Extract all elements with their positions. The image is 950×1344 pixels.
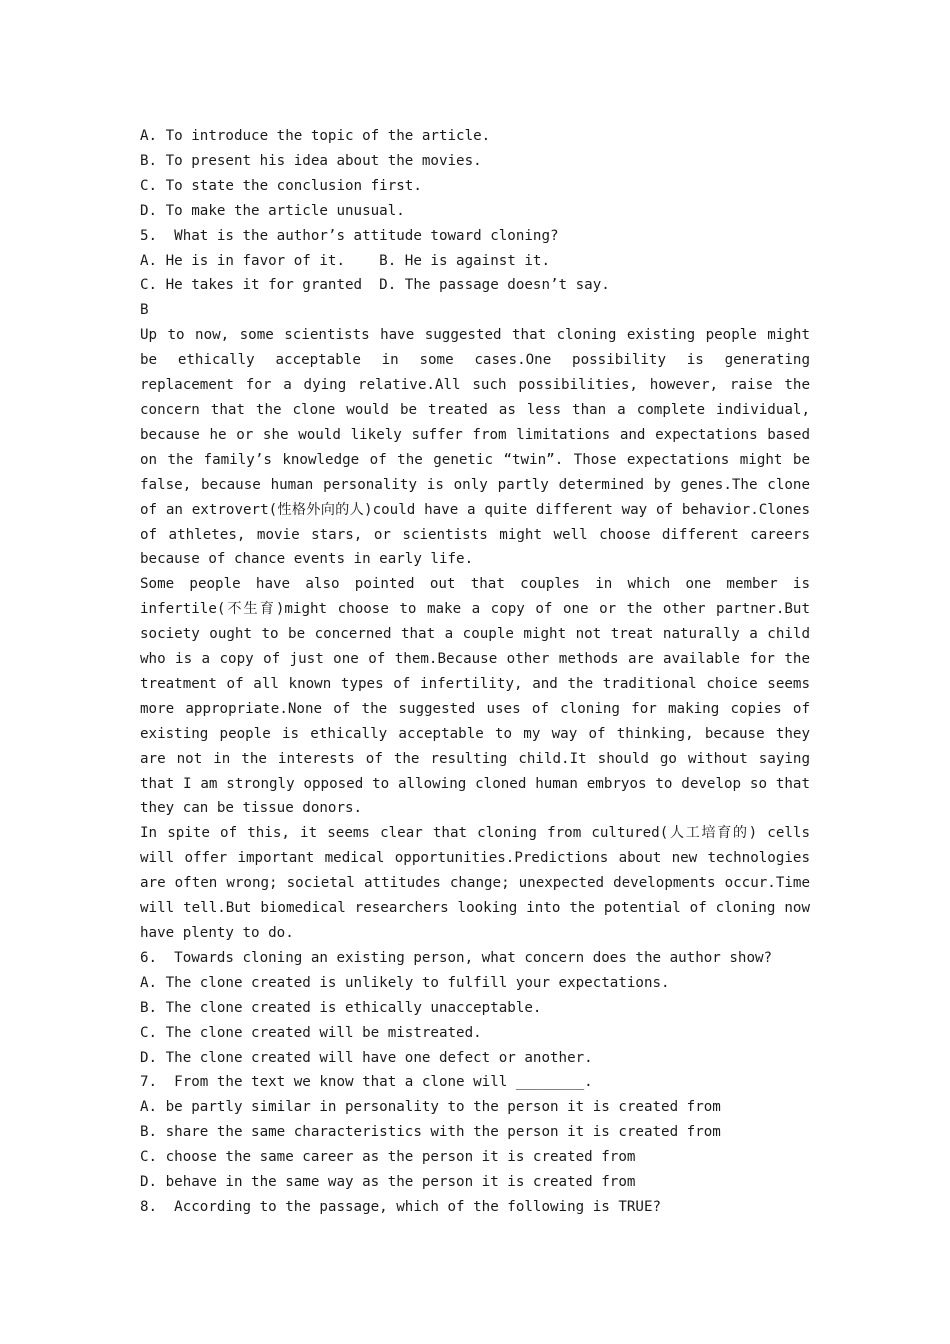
q6-option-d: D. The clone created will have one defect or another. bbox=[140, 1049, 593, 1066]
q7-option-c: C. choose the same career as the person it is created from bbox=[140, 1149, 636, 1166]
q6-question: 6. Towards cloning an existing person, what concern does the author show? bbox=[140, 949, 773, 966]
q7-option-b: B. share the same characteristics with the person it is created from bbox=[140, 1124, 721, 1141]
q7-option-d: D. behave in the same way as the person it is created from bbox=[140, 1174, 636, 1191]
q7-question: 7. From the text we know that a clone will ________. bbox=[140, 1074, 593, 1091]
q5-options-row2: C. He takes it for granted D. The passage doesn’t say. bbox=[140, 277, 610, 294]
q6-option-c: C. The clone created will be mistreated. bbox=[140, 1024, 482, 1041]
q4-option-a: A. To introduce the topic of the article. bbox=[140, 128, 491, 144]
q6-option-a: A. The clone created is unlikely to fulfill your expectations. bbox=[140, 974, 670, 991]
passage-paragraph-3: In spite of this, it seems clear that cloning from cultured(人工培育的) cells will offer important medical opportunities.Predictions about new technologies are often wrong; societal attitudes change; unexpected developments occur.Time will tell.But biomedical researchers looking into the potential of cloning now have plenty to do. bbox=[140, 825, 810, 941]
q8-question: 8. According to the passage, which of the following is TRUE? bbox=[140, 1198, 662, 1215]
q5-question: 5. What is the author’s attitude toward cloning? bbox=[140, 227, 559, 244]
q4-option-d: D. To make the article unusual. bbox=[140, 202, 405, 219]
q4-option-b: B. To present his idea about the movies. bbox=[140, 152, 482, 169]
section-label: B bbox=[140, 302, 149, 319]
passage-paragraph-1: Up to now, some scientists have suggested that cloning existing people might be ethically acceptable in some cases.One possibility is generating replacement for a dying relative.All such possibilities, however, raise the concern that the clone would be treated as less than a complete individual, because he or she would likely suffer from limitations and expectations based on the family’s knowledge of the genetic “twin”. Those expectations might be false, because human personality is only partly determined by genes.The clone of an extrovert(性格外向的人)could have a quite different way of behavior.Clones of athletes, movie stars, or scientists might well choose different careers because of chance events in early life. bbox=[140, 327, 810, 568]
q5-options-row1: A. He is in favor of it. B. He is against it. bbox=[140, 252, 550, 269]
q6-option-b: B. The clone created is ethically unacceptable. bbox=[140, 999, 542, 1016]
q4-option-c: C. To state the conclusion first. bbox=[140, 177, 422, 194]
q7-option-a: A. be partly similar in personality to the person it is created from bbox=[140, 1099, 721, 1116]
passage-paragraph-2: Some people have also pointed out that couples in which one member is infertile(不生育)might choose to make a copy of one or the other partner.But society ought to be concerned that a couple might not treat naturally a child who is a copy of just one of them.Because other methods are available for the treatment of all known types of infertility, and the traditional choice seems more appropriate.None of the suggested uses of cloning for making copies of existing people is ethically acceptable to my way of thinking, because they are not in the interests of the resulting child.It should go without saying that I am strongly opposed to allowing cloned human embryos to develop so that they can be tissue donors. bbox=[140, 576, 810, 817]
document-page bbox=[140, 124, 810, 1220]
